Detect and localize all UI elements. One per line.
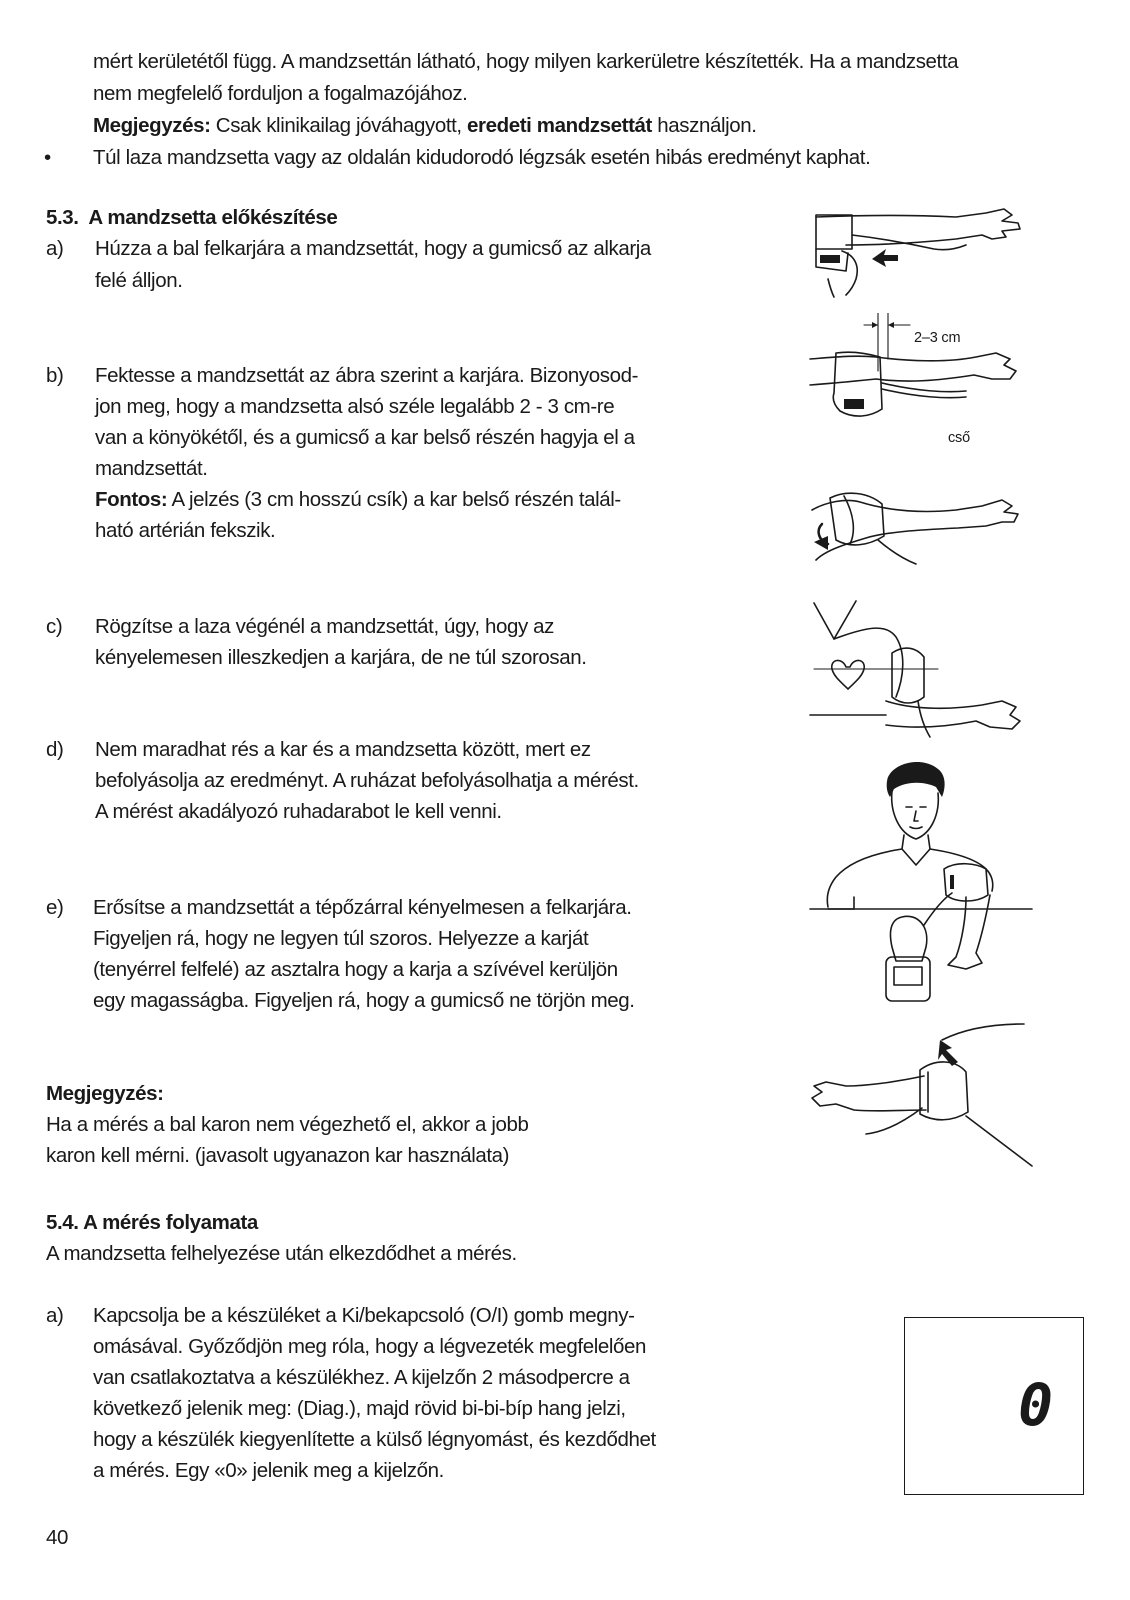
step-e-line-4: egy magasságba. Figyeljen rá, hogy a gumicső ne törjön meg.	[93, 989, 635, 1012]
step-b-important	[95, 484, 621, 516]
intro-note-text-b: használjon.	[651, 114, 757, 137]
lcd-display-value: 0	[1018, 1371, 1053, 1439]
step-d-label: d)	[46, 738, 64, 761]
step-b-important-line-2: ható artérián fekszik.	[95, 519, 276, 542]
figure-b-cuff-placement	[806, 313, 1036, 446]
step-54a-line-3: van csatlakoztatva a készülékhez. A kijelzőn 2 másodpercre a	[93, 1366, 630, 1389]
bullet-marker: •	[44, 146, 51, 169]
step-b-line-4: mandzsettát.	[95, 457, 208, 480]
step-54a-line-4: következő jelenik meg: (Diag.), majd rövid bi-bi-bíp hang jelzi,	[93, 1397, 626, 1420]
step-a-line-1: Húzza a bal felkarjára a mandzsettát, hogy a gumicső az alkarja	[95, 237, 651, 260]
step-e-line-3: (tenyérrel felfelé) az asztalra hogy a karja a szívével kerüljön	[93, 958, 618, 981]
note-line-1: Ha a mérés a bal karon nem végezhető el, akkor a jobb	[46, 1113, 529, 1136]
step-a-line-2: felé álljon.	[95, 269, 183, 292]
step-a-label: a)	[46, 237, 64, 260]
step-b-line-3: van a könyökétől, és a gumicső a kar belső részén hagyja el a	[95, 426, 635, 449]
step-54a-line-6: a mérés. Egy «0» jelenik meg a kijelzőn.	[93, 1459, 444, 1482]
bullet-text: Túl laza mandzsetta vagy az oldalán kidudorodó légzsák esetén hibás eredményt kaphat.	[93, 146, 871, 169]
intro-line-2: nem megfelelő forduljon a fogalmazójához.	[93, 82, 468, 105]
step-e-line-1: Erősítse a mandzsettát a tépőzárral kényelmesen a felkarjára.	[93, 896, 632, 919]
step-d-line-3: A mérést akadályozó ruhadarabot le kell venni.	[95, 800, 502, 823]
intro-line-1: mért kerületétől függ. A mandzsettán látható, hogy milyen karkerületre készítették. Ha a mandzsetta	[93, 50, 959, 73]
intro-note-text-a: Csak klinikailag jóváhagyott,	[210, 114, 468, 137]
step-b-label: b)	[46, 364, 64, 387]
step-54a-line-5: hogy a készülék kiegyenlítette a külső légnyomást, és kezdődhet	[93, 1428, 656, 1451]
page-number: 40	[46, 1526, 69, 1549]
step-54a-line-1: Kapcsolja be a készüléket a Ki/bekapcsoló (O/I) gomb megny-	[93, 1304, 635, 1327]
step-c-label: c)	[46, 615, 63, 638]
step-d-line-2: befolyásolja az eredményt. A ruházat befolyásolhatja a mérést.	[95, 769, 639, 792]
figure-b-tube-label: cső	[948, 430, 970, 446]
step-b-line-2: jon meg, hogy a mandzsetta alsó széle legalább 2 - 3 cm-re	[95, 395, 615, 418]
intro-note-bold: eredeti mandzsettát	[467, 114, 652, 137]
intro-note	[93, 110, 757, 142]
step-54a-line-2: omásával. Győződjön meg róla, hogy a légvezeték megfelelően	[93, 1335, 647, 1358]
lcd-display	[904, 1317, 1084, 1495]
step-c-line-2: kényelemesen illeszkedjen a karjára, de ne túl szorosan.	[95, 646, 587, 669]
step-b-important-line-1: A jelzés (3 cm hosszú csík) a kar belső részén talál-	[167, 488, 621, 511]
figure-a-cuff-pull	[806, 205, 1036, 300]
figure-d-heart-level	[806, 597, 1036, 742]
intro-note-label: Megjegyzés:	[93, 114, 211, 137]
step-e-label: e)	[46, 896, 64, 919]
step-b-line-1: Fektesse a mandzsettát az ábra szerint a karjára. Bizonyosod-	[95, 364, 639, 387]
figure-e-seated-person	[806, 757, 1036, 1007]
figure-f-cuff-secured	[806, 1020, 1036, 1170]
step-b-important-label: Fontos:	[95, 488, 168, 511]
step-54a-label: a)	[46, 1304, 64, 1327]
figure-c-cuff-wrap	[806, 480, 1036, 575]
note-label: Megjegyzés:	[46, 1082, 164, 1105]
step-d-line-1: Nem maradhat rés a kar és a mandzsetta között, mert ez	[95, 738, 591, 761]
figure-b-measure-label: 2–3 cm	[914, 330, 961, 346]
note-line-2: karon kell mérni. (javasolt ugyanazon kar használata)	[46, 1144, 510, 1167]
section-54-intro: A mandzsetta felhelyezése után elkezdődhet a mérés.	[46, 1242, 517, 1265]
section-53-title: 5.3. A mandzsetta előkészítése	[46, 206, 338, 229]
section-54-title: 5.4. A mérés folyamata	[46, 1211, 258, 1234]
step-e-line-2: Figyeljen rá, hogy ne legyen túl szoros. Helyezze a karját	[93, 927, 589, 950]
step-c-line-1: Rögzítse a laza végénél a mandzsettát, úgy, hogy az	[95, 615, 554, 638]
